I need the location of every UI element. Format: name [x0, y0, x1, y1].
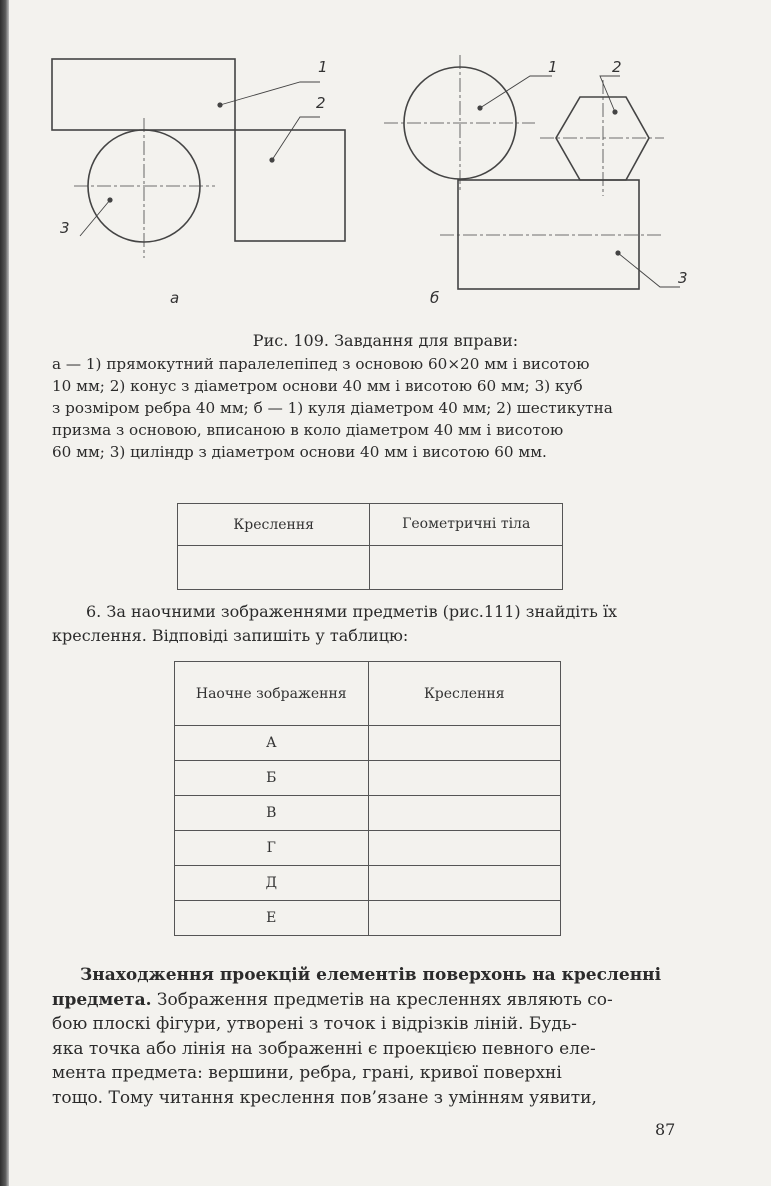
label-a-3: 3 [60, 219, 70, 237]
paragraph-text: Зображення предметів на кресленнях являють со- [151, 989, 613, 1010]
letter-a: а [170, 289, 180, 307]
caption-line: 10 мм; 2) конус з діаметром основи 40 мм і висотою 60 мм; 3) куб [52, 377, 583, 395]
table2-row-label: Г [175, 831, 369, 866]
label-b-1: 1 [548, 58, 558, 76]
table1-header-drawings: Креслення [178, 504, 370, 546]
caption-line: 60 мм; 3) циліндр з діаметром основи 40 мм і висотою 60 мм. [52, 443, 547, 461]
hexagon-prism-view [556, 97, 649, 180]
table2-row-label: А [175, 726, 369, 761]
table2-answer-cell[interactable] [368, 901, 560, 936]
paragraph-bold: Знаходження проекцій елементів поверхонь на кресленні [80, 965, 662, 985]
paragraph-line: бою плоскі фігури, утворені з точок і відрізків ліній. Будь- [52, 1014, 577, 1034]
table2-row-label: Е [175, 901, 369, 936]
answer-table-2 [174, 661, 561, 936]
page-number: 87 [655, 1120, 676, 1139]
caption-line: а — 1) прямокутний паралелепіпед з основою 60×20 мм і висотою [52, 355, 590, 373]
task-line: 6. За наочними зображеннями предметів (рис.111) знайдіть їх [86, 602, 618, 621]
label-b-3: 3 [678, 269, 688, 287]
rectangle-parallelepiped-view [52, 59, 235, 130]
figure-caption-title: Рис. 109. Завдання для вправи: [252, 331, 519, 350]
figure-caption-body [52, 353, 692, 463]
answer-table-1 [177, 503, 563, 590]
label-a-2: 2 [316, 94, 326, 112]
paragraph-line: тощо. Тому читання креслення пов’язане з умінням уявити, [52, 1087, 597, 1108]
letter-b: б [430, 289, 440, 307]
square-cube-view [235, 130, 345, 241]
label-b-2: 2 [612, 58, 622, 76]
table2-header-visual: Наочне зображення [175, 662, 369, 726]
task-line: креслення. Відповіді запишіть у таблицю: [52, 626, 409, 645]
caption-line: призма з основою, вписаною в коло діаметром 40 мм і висотою [52, 421, 564, 439]
table2-answer-cell[interactable] [368, 796, 560, 831]
table2-answer-cell[interactable] [368, 831, 560, 866]
table2-answer-cell[interactable] [368, 761, 560, 796]
table2-row-label: В [175, 796, 369, 831]
table1-header-solids: Геометричні тіла [370, 504, 563, 546]
drawing-a [52, 59, 345, 258]
task-6 [52, 600, 692, 648]
rectangle-cylinder-view [458, 180, 639, 289]
paragraph-line [52, 963, 692, 988]
table2-row-label: Д [175, 866, 369, 901]
label-a-1: 1 [318, 58, 328, 76]
table2-header-drawings: Креслення [368, 662, 560, 726]
table1-answer-cell[interactable] [370, 546, 563, 590]
paragraph-bold: предмета. [52, 989, 152, 1010]
table2-answer-cell[interactable] [368, 866, 560, 901]
body-paragraph [52, 963, 692, 1110]
figure-109 [0, 0, 771, 330]
drawing-b [384, 55, 680, 289]
paragraph-line: мента предмета: вершини, ребра, грані, кривої поверхні [52, 1063, 562, 1083]
table2-row-label: Б [175, 761, 369, 796]
table2-answer-cell[interactable] [368, 726, 560, 761]
paragraph-line [52, 988, 692, 1013]
paragraph-line: яка точка або лінія на зображенні є проекцією певного еле- [52, 1038, 596, 1059]
caption-line: з розміром ребра 40 мм; б — 1) куля діаметром 40 мм; 2) шестикутна [52, 399, 613, 417]
table1-answer-cell[interactable] [178, 546, 370, 590]
